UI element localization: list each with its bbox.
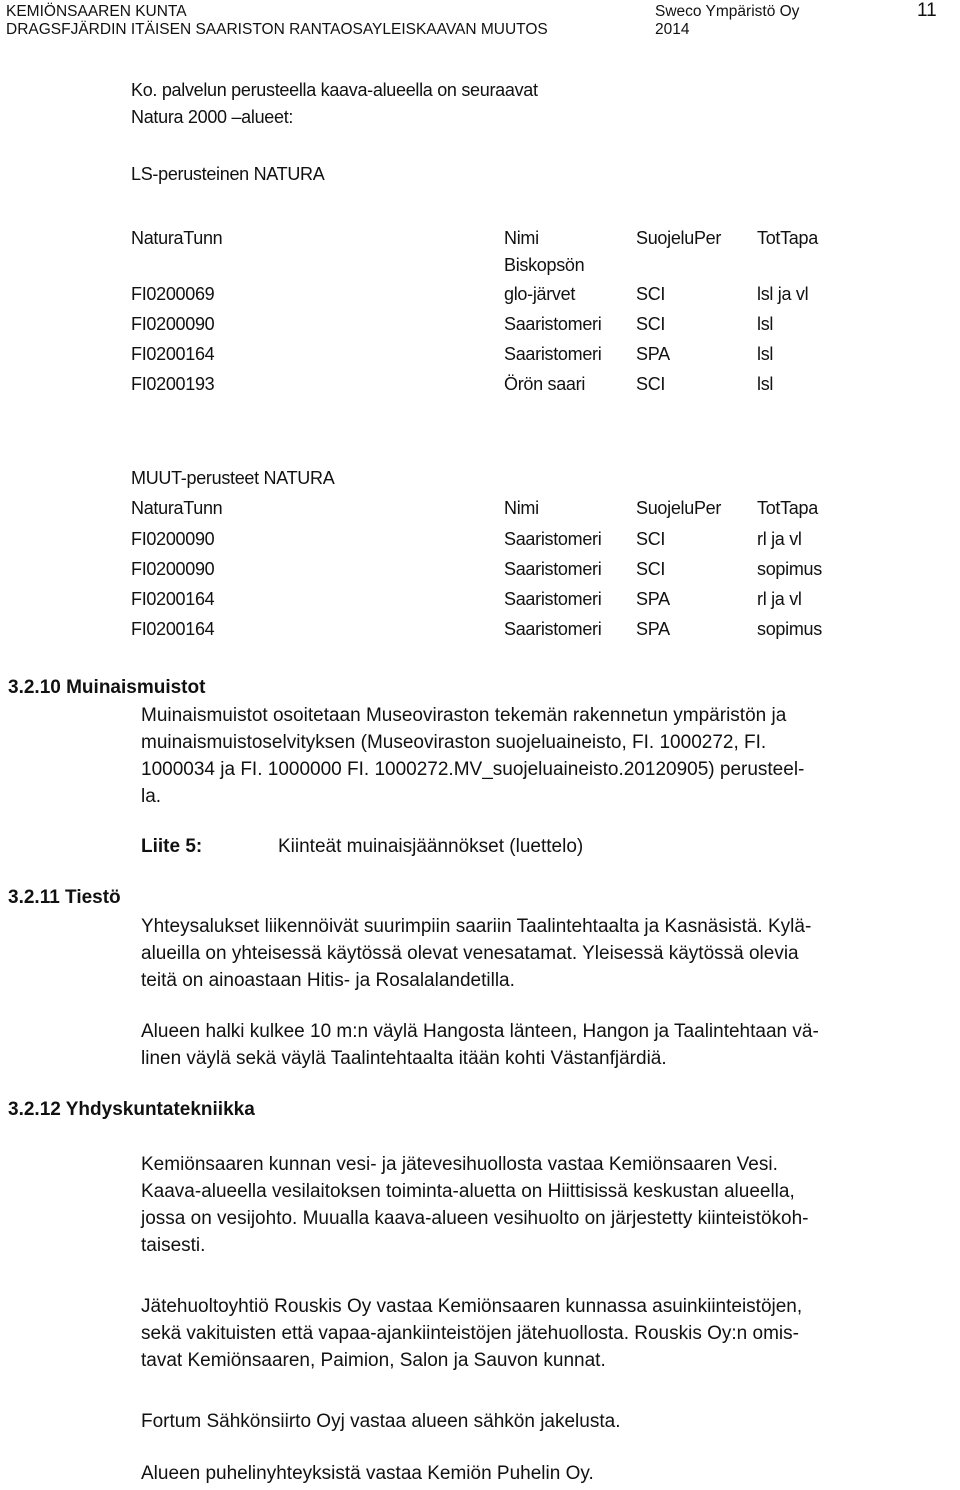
- table-cell: Saaristomeri: [504, 619, 602, 639]
- section-paragraph: [141, 1151, 955, 1259]
- section-heading: 3.2.12 Yhdyskuntatekniikka: [8, 1099, 255, 1120]
- section-paragraph: Alueen puhelinyhteyksistä vastaa Kemiön Puhelin Oy.: [141, 1463, 594, 1484]
- table-cell: Saaristomeri: [504, 559, 602, 579]
- paragraph-line: linen väylä sekä väylä Taalintehtaalta itään kohti Västanfjärdiä.: [141, 1048, 667, 1069]
- section-heading: 3.2.11 Tiestö: [8, 887, 121, 908]
- table-cell: FI0200090: [131, 529, 215, 549]
- table-cell: FI0200090: [131, 559, 215, 579]
- table-cell: lsl ja vl: [757, 284, 809, 304]
- table-cell: FI0200164: [131, 344, 215, 364]
- column-header: TotTapa: [757, 228, 818, 248]
- column-header: NaturaTunn: [131, 498, 223, 518]
- paragraph-line: Jätehuoltoyhtiö Rouskis Oy vastaa Kemiönsaaren kunnassa asuinkiinteistöjen,: [141, 1296, 803, 1317]
- paragraph-line: alueilla on yhteisessä käytössä olevat venesatamat. Yleisessä käytössä olevia: [141, 943, 799, 964]
- table-cell: SPA: [636, 589, 670, 609]
- header-plan-title: DRAGSFJÄRDIN ITÄISEN SAARISTON RANTAOSAYLEISKAAVAN MUUTOS: [6, 21, 548, 38]
- section-paragraph: [141, 702, 955, 810]
- intro-line-1: Ko. palvelun perusteella kaava-alueella on seuraavat: [131, 80, 538, 100]
- section-paragraph: Fortum Sähkönsiirto Oyj vastaa alueen sähkön jakelusta.: [141, 1411, 621, 1432]
- table-cell: lsl: [757, 314, 774, 334]
- paragraph-line: teitä on ainoastaan Hitis- ja Rosalalandetilla.: [141, 970, 515, 991]
- table-cell: FI0200164: [131, 619, 215, 639]
- paragraph-line: 1000034 ja FI. 1000000 FI. 1000272.MV_suojeluaineisto.20120905) perusteel-: [141, 759, 805, 780]
- table-cell: SCI: [636, 314, 666, 334]
- column-header: SuojeluPer: [636, 498, 722, 518]
- paragraph-line: Kaava-alueella vesilaitoksen toiminta-aluetta on Hiittisissä keskustan alueella,: [141, 1181, 795, 1202]
- column-header: SuojeluPer: [636, 228, 722, 248]
- paragraph-line: sekä vakituisten että vapaa-ajankiinteistöjen jätehuollosta. Rouskis Oy:n omis-: [141, 1323, 799, 1344]
- header-year: 2014: [655, 21, 690, 38]
- paragraph-line: tavat Kemiönsaaren, Paimion, Salon ja Sauvon kunnat.: [141, 1350, 606, 1371]
- table-cell: SCI: [636, 284, 666, 304]
- table-cell: SCI: [636, 529, 666, 549]
- table-cell: rl ja vl: [757, 589, 802, 609]
- paragraph-line: la.: [141, 786, 162, 807]
- table-cell: SCI: [636, 559, 666, 579]
- table-cell: FI0200090: [131, 314, 215, 334]
- section-paragraph: [141, 913, 955, 994]
- section-paragraph: [141, 1293, 955, 1374]
- column-header: Nimi: [504, 228, 539, 248]
- column-header: Nimi: [504, 498, 539, 518]
- appendix-label: Liite 5:: [141, 836, 203, 857]
- table-cell: SPA: [636, 619, 670, 639]
- table-cell: Saaristomeri: [504, 529, 602, 549]
- table-cell: FI0200069: [131, 284, 215, 304]
- table-cell: Saaristomeri: [504, 589, 602, 609]
- paragraph-line: Yhteysalukset liikennöivät suurimpiin saariin Taalintehtaalta ja Kasnäsistä. Kylä-: [141, 916, 812, 937]
- paragraph-line: Muinaismuistot osoitetaan Museoviraston tekemän rakennetun ympäristön ja: [141, 705, 787, 726]
- section-paragraph: [141, 1018, 955, 1072]
- table-muut-title: MUUT-perusteet NATURA: [131, 468, 335, 488]
- table-cell: Saaristomeri: [504, 344, 602, 364]
- table-cell: lsl: [757, 374, 774, 394]
- table-cell: sopimus: [757, 559, 822, 579]
- table-cell: lsl: [757, 344, 774, 364]
- paragraph-line: muinaismuistoselvityksen (Museoviraston suojeluaineisto, FI. 1000272, FI.: [141, 732, 767, 753]
- paragraph-line: taisesti.: [141, 1235, 206, 1256]
- table-cell: FI0200164: [131, 589, 215, 609]
- paragraph-line: Alueen halki kulkee 10 m:n väylä Hangosta länteen, Hangon ja Taalintehtaan vä-: [141, 1021, 819, 1042]
- paragraph-line: Kemiönsaaren kunnan vesi- ja jätevesihuollosta vastaa Kemiönsaaren Vesi.: [141, 1154, 778, 1175]
- table-cell: SCI: [636, 374, 666, 394]
- column-header: NaturaTunn: [131, 228, 223, 248]
- table-cell: rl ja vl: [757, 529, 802, 549]
- table-cell: FI0200193: [131, 374, 215, 394]
- header-company: Sweco Ympäristö Oy: [655, 3, 800, 20]
- table-cell: SPA: [636, 344, 670, 364]
- intro-line-2: Natura 2000 –alueet:: [131, 107, 294, 127]
- header-org: KEMIÖNSAAREN KUNTA: [6, 3, 187, 20]
- column-header: TotTapa: [757, 498, 818, 518]
- appendix-text: Kiinteät muinaisjäännökset (luettelo): [278, 836, 584, 857]
- table-cell: glo-järvet: [504, 284, 576, 304]
- table-cell: Biskopsön: [504, 255, 585, 275]
- paragraph-line: jossa on vesijohto. Muualla kaava-alueen vesihuolto on järjestetty kiinteistökoh-: [141, 1208, 809, 1229]
- page-number: 11: [917, 0, 937, 21]
- table-ls-title: LS-perusteinen NATURA: [131, 164, 325, 184]
- section-heading: 3.2.10 Muinaismuistot: [8, 677, 206, 698]
- table-cell: Saaristomeri: [504, 314, 602, 334]
- table-cell: sopimus: [757, 619, 822, 639]
- table-cell: Örön saari: [504, 374, 586, 394]
